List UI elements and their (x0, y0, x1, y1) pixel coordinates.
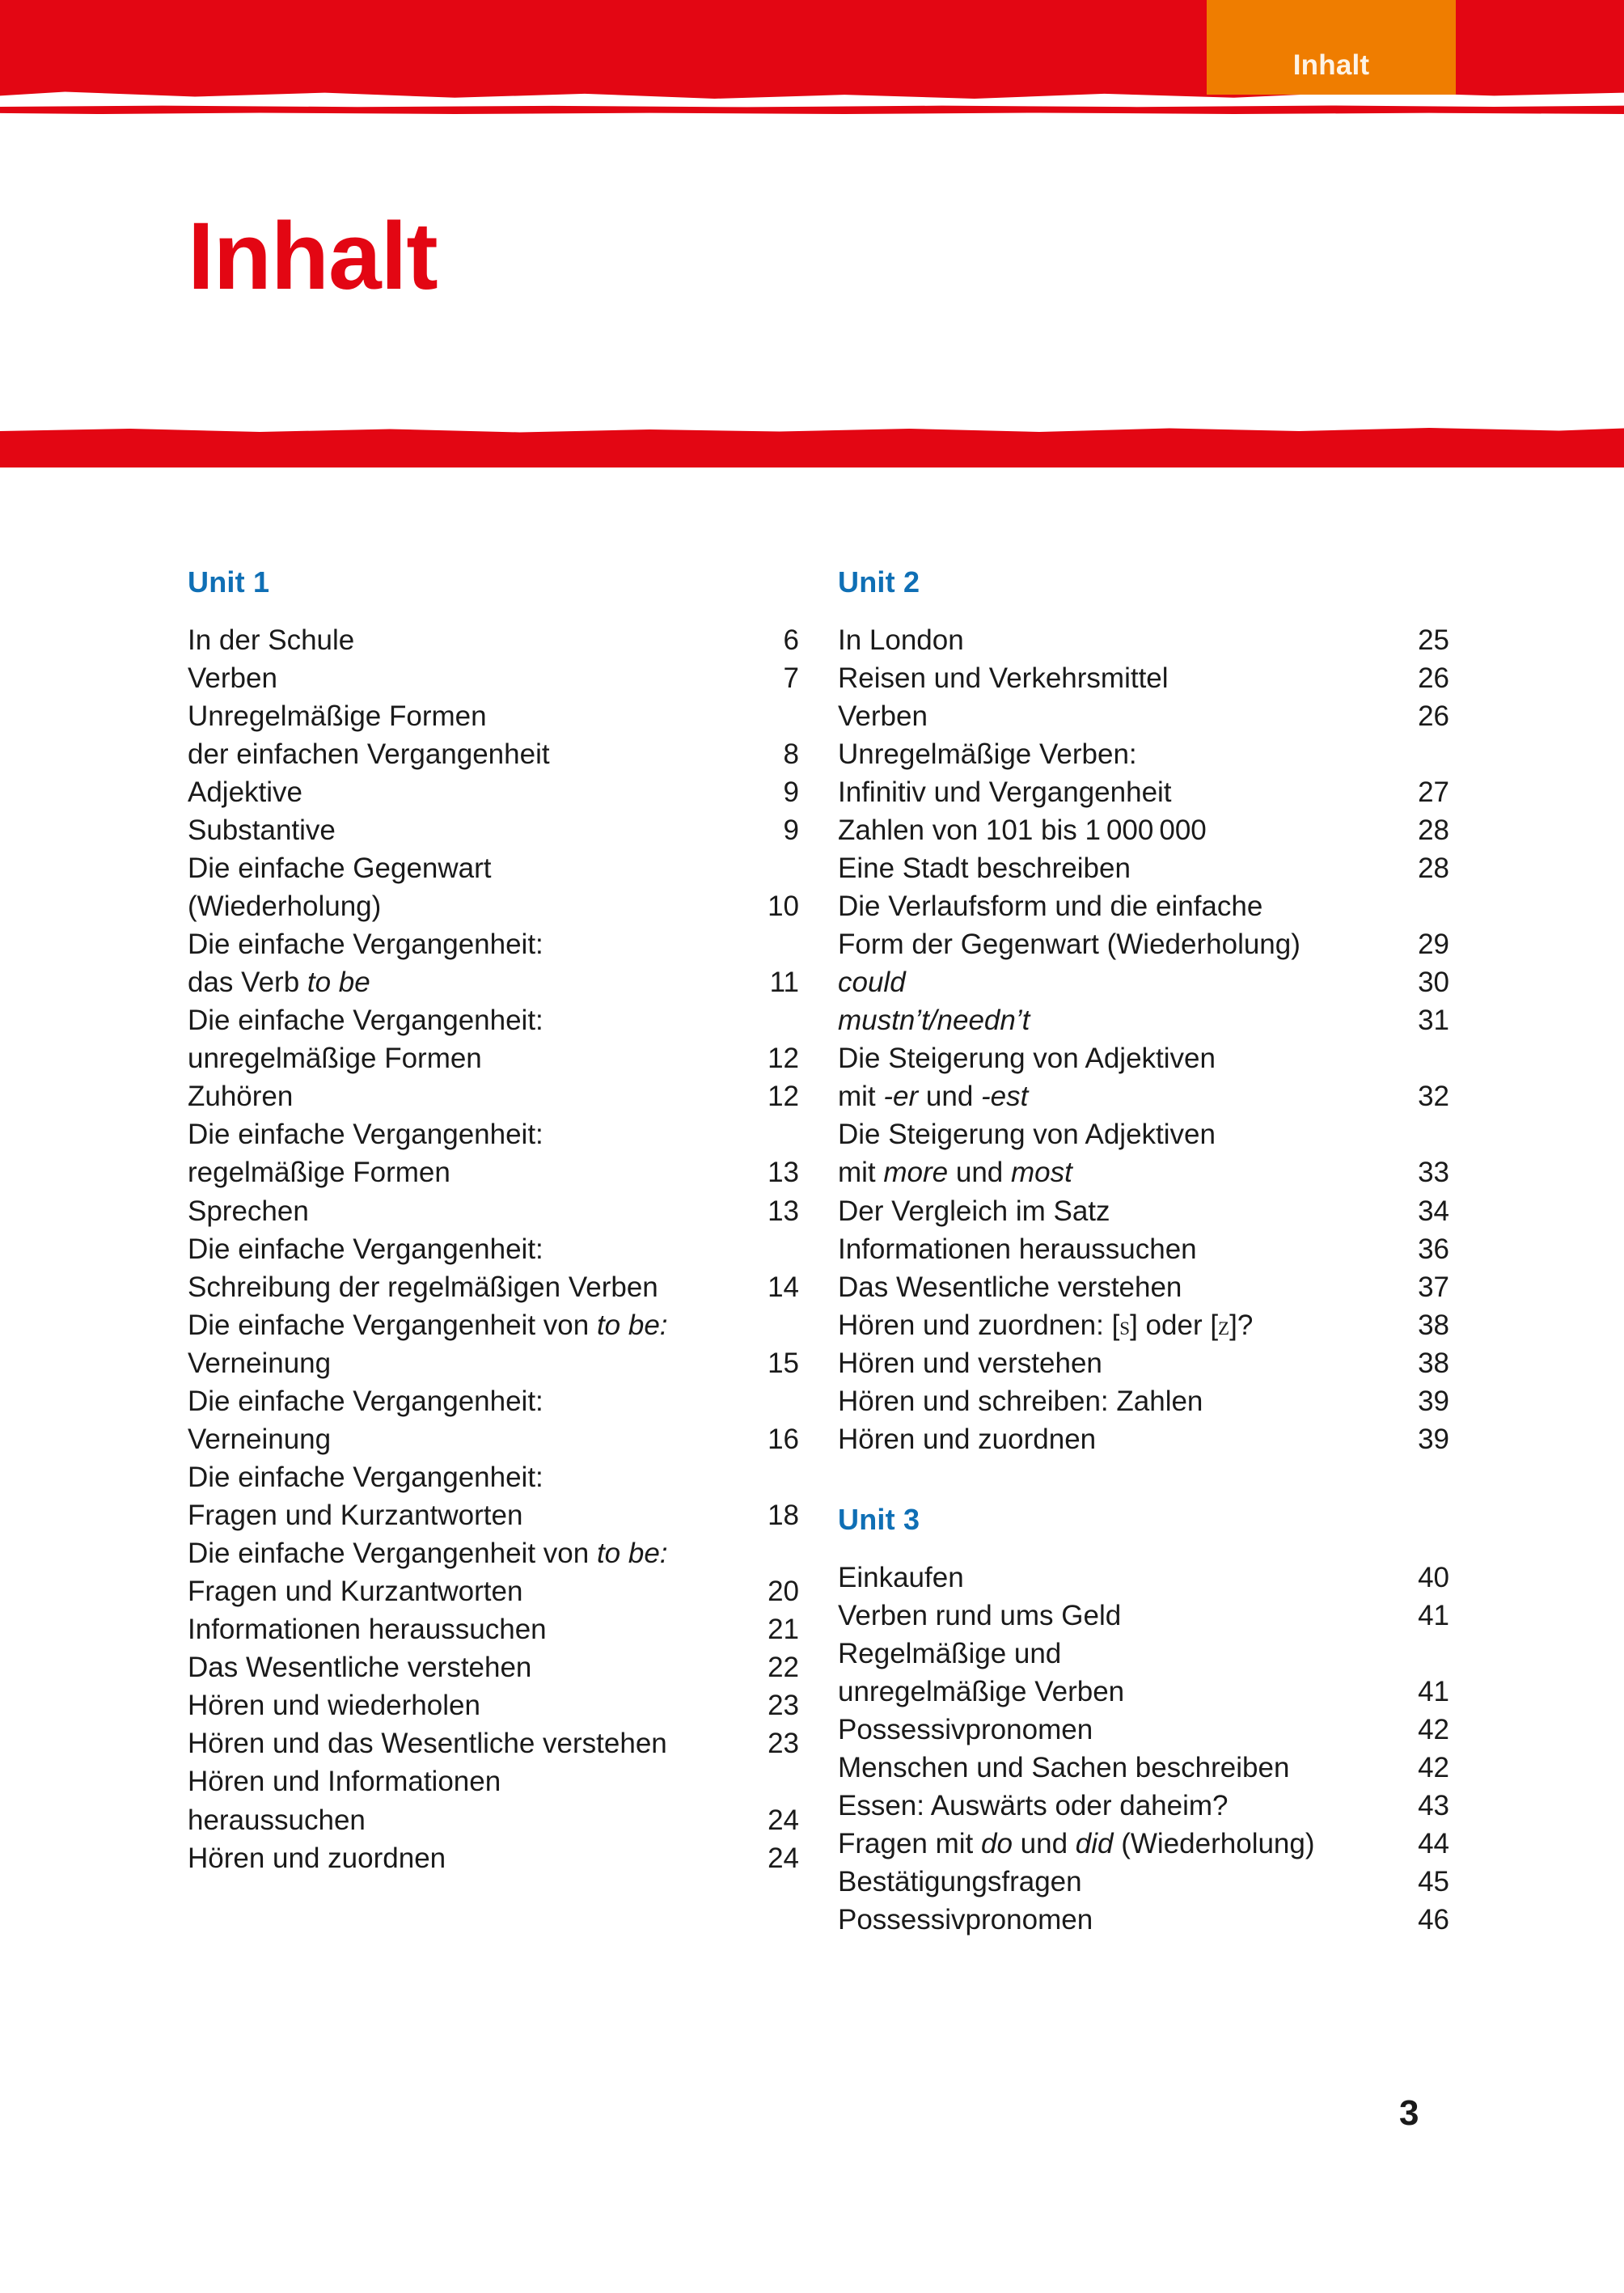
toc-entry-page-number: 16 (768, 1423, 799, 1455)
toc-entry[interactable] (188, 1230, 799, 1268)
toc-entry-page-number: 23 (768, 1690, 799, 1722)
toc-entry[interactable] (188, 1572, 799, 1610)
toc-entry[interactable] (838, 1597, 1449, 1635)
toc-entry[interactable] (188, 1382, 799, 1420)
toc-entry-label: Hören und verstehen (838, 1347, 1102, 1379)
toc-entry-label: Eine Stadt beschreiben (838, 852, 1131, 884)
toc-entry-label: Die Steigerung von Adjektiven (838, 1043, 1216, 1075)
toc-entry[interactable] (188, 963, 799, 1001)
toc-entry-page-number: 9 (783, 814, 799, 846)
toc-entry-page-number: 24 (768, 1804, 799, 1836)
toc-entry-label: Form der Gegenwart (Wiederholung) (838, 929, 1300, 961)
toc-entry-page-number: 36 (1418, 1233, 1449, 1265)
toc-entry-page-number: 39 (1418, 1423, 1449, 1455)
toc-entry-label: Hören und zuordnen: [s] oder [z]? (838, 1309, 1254, 1341)
toc-entry-page-number: 21 (768, 1614, 799, 1646)
toc-entry-list (838, 621, 1449, 1458)
toc-entry[interactable] (188, 1686, 799, 1724)
toc-entry[interactable] (838, 1673, 1449, 1711)
toc-entry[interactable] (188, 1115, 799, 1153)
toc-entry-label: Verneinung (188, 1347, 332, 1379)
toc-column-left (188, 566, 799, 1939)
toc-entry-label: unregelmäßige Verben (838, 1675, 1125, 1707)
toc-entry[interactable] (188, 773, 799, 811)
toc-entry[interactable] (188, 621, 799, 659)
toc-entry-label: Fragen und Kurzantworten (188, 1576, 523, 1608)
toc-entry-page-number: 33 (1418, 1157, 1449, 1189)
toc-entry[interactable] (188, 1192, 799, 1230)
toc-entry[interactable] (838, 1382, 1449, 1420)
toc-entry-page-number: 12 (768, 1081, 799, 1113)
toc-entry-page-number: 9 (783, 776, 799, 808)
toc-entry[interactable] (838, 697, 1449, 735)
toc-entry-label: Fragen und Kurzantworten (188, 1500, 523, 1532)
toc-entry[interactable] (188, 1039, 799, 1077)
toc-entry[interactable] (838, 1039, 1449, 1077)
toc-entry-page-number: 28 (1418, 852, 1449, 884)
toc-entry-label: Hören und zuordnen (838, 1423, 1097, 1455)
toc-entry-page-number: 42 (1418, 1713, 1449, 1745)
toc-entry-page-number: 37 (1418, 1271, 1449, 1303)
toc-entry[interactable] (188, 1496, 799, 1534)
toc-entry-label: Die Verlaufsform und die einfache (838, 891, 1263, 923)
toc-entry-page-number: 8 (783, 738, 799, 770)
page-number: 3 (1399, 2093, 1419, 2133)
toc-entry-label: Die einfache Vergangenheit: (188, 1461, 543, 1493)
toc-entry[interactable] (838, 1153, 1449, 1191)
toc-entry-label: Die Steigerung von Adjektiven (838, 1119, 1216, 1151)
toc-entry[interactable] (838, 1077, 1449, 1115)
unit-heading: Unit 2 (838, 565, 920, 599)
toc-entry-label: Schreibung der regelmäßigen Verben (188, 1271, 658, 1303)
toc-entry-page-number: 38 (1418, 1347, 1449, 1379)
toc-entry[interactable] (188, 887, 799, 925)
header-tab-label: Inhalt (1292, 49, 1370, 81)
toc-entry-label: Die einfache Vergangenheit von to be: (188, 1309, 668, 1341)
toc-entry-list (838, 1559, 1449, 1940)
table-of-contents (188, 566, 1449, 1939)
toc-entry-page-number: 46 (1418, 1904, 1449, 1936)
toc-entry-label: Das Wesentliche verstehen (838, 1271, 1182, 1303)
toc-entry-label: (Wiederholung) (188, 891, 382, 923)
toc-entry-page-number: 29 (1418, 929, 1449, 961)
toc-entry-label: Hören und schreiben: Zahlen (838, 1385, 1203, 1417)
toc-entry[interactable] (188, 1724, 799, 1762)
toc-entry[interactable] (188, 659, 799, 697)
toc-entry-label: Hören und Informationen (188, 1766, 501, 1798)
toc-entry-label: Die einfache Vergangenheit: (188, 1385, 543, 1417)
toc-entry-label: Hören und das Wesentliche verstehen (188, 1728, 667, 1760)
toc-entry-list (188, 621, 799, 1877)
toc-entry[interactable] (188, 925, 799, 963)
toc-entry-label: Infinitiv und Vergangenheit (838, 776, 1172, 808)
toc-entry[interactable] (188, 1801, 799, 1839)
toc-entry-page-number: 7 (783, 662, 799, 694)
header-section-tab (1207, 0, 1456, 95)
toc-entry[interactable] (838, 1192, 1449, 1230)
toc-entry[interactable] (838, 1711, 1449, 1749)
toc-entry[interactable] (838, 1825, 1449, 1863)
toc-entry[interactable] (838, 811, 1449, 849)
toc-entry[interactable] (188, 1344, 799, 1382)
toc-entry[interactable] (188, 1268, 799, 1306)
toc-entry[interactable] (188, 1610, 799, 1648)
toc-entry-page-number: 39 (1418, 1385, 1449, 1417)
toc-entry-page-number: 41 (1418, 1675, 1449, 1707)
toc-entry[interactable] (838, 1635, 1449, 1673)
toc-entry[interactable] (838, 1863, 1449, 1901)
toc-entry[interactable] (838, 1787, 1449, 1825)
toc-entry-label: Unregelmäßige Formen (188, 700, 487, 732)
toc-entry[interactable] (838, 1420, 1449, 1458)
toc-entry-label: Verneinung (188, 1423, 332, 1455)
toc-entry-label: Unregelmäßige Verben: (838, 738, 1137, 770)
toc-entry-label: mustn’t/needn’t (838, 1005, 1030, 1037)
toc-entry-page-number: 26 (1418, 700, 1449, 732)
toc-entry[interactable] (838, 1749, 1449, 1787)
toc-entry[interactable] (838, 659, 1449, 697)
toc-entry[interactable] (838, 1344, 1449, 1382)
toc-entry[interactable] (188, 1458, 799, 1496)
toc-entry[interactable] (838, 1230, 1449, 1268)
toc-entry[interactable] (188, 1839, 799, 1877)
toc-entry-page-number: 13 (768, 1157, 799, 1189)
toc-entry-label: Adjektive (188, 776, 303, 808)
toc-entry-label: Essen: Auswärts oder daheim? (838, 1789, 1229, 1821)
toc-entry[interactable] (188, 1534, 799, 1572)
toc-entry[interactable] (188, 735, 799, 773)
toc-entry-label: mit -er und -est (838, 1081, 1029, 1113)
toc-entry-page-number: 42 (1418, 1751, 1449, 1783)
toc-entry[interactable] (188, 1153, 799, 1191)
toc-entry-page-number: 18 (768, 1500, 799, 1532)
toc-entry-label: Der Vergleich im Satz (838, 1195, 1110, 1227)
toc-entry[interactable] (838, 621, 1449, 659)
toc-entry-page-number: 23 (768, 1728, 799, 1760)
toc-entry[interactable] (838, 963, 1449, 1001)
toc-entry[interactable] (838, 1901, 1449, 1939)
toc-entry-page-number: 20 (768, 1576, 799, 1608)
toc-entry-page-number: 25 (1418, 624, 1449, 656)
toc-entry-label: Sprechen (188, 1195, 309, 1227)
toc-entry-label: der einfachen Vergangenheit (188, 738, 550, 770)
toc-entry-label: Zuhören (188, 1081, 294, 1113)
toc-entry-label: Das Wesentliche verstehen (188, 1652, 532, 1684)
toc-entry-page-number: 32 (1418, 1081, 1449, 1113)
toc-entry-page-number: 24 (768, 1842, 799, 1874)
toc-entry-label: Zahlen von 101 bis 1 000 000 (838, 814, 1207, 846)
toc-entry[interactable] (188, 1077, 799, 1115)
toc-entry-label: mit more und most (838, 1157, 1072, 1189)
toc-entry-label: regelmäßige Formen (188, 1157, 450, 1189)
toc-entry-label: Die einfache Gegenwart (188, 852, 492, 884)
header-rule (0, 105, 1624, 114)
toc-entry-label: Menschen und Sachen beschreiben (838, 1751, 1290, 1783)
toc-entry[interactable] (188, 849, 799, 887)
toc-entry[interactable] (838, 1559, 1449, 1597)
toc-column-right (838, 566, 1449, 1939)
toc-entry-page-number: 14 (768, 1271, 799, 1303)
toc-entry-label: Die einfache Vergangenheit: (188, 929, 543, 961)
toc-entry[interactable] (838, 887, 1449, 925)
toc-entry[interactable] (838, 849, 1449, 887)
toc-entry-label: Informationen heraussuchen (188, 1614, 547, 1646)
toc-entry-label: Regelmäßige und (838, 1637, 1062, 1669)
toc-entry-label: Die einfache Vergangenheit von to be: (188, 1538, 668, 1570)
toc-entry-page-number: 30 (1418, 967, 1449, 999)
toc-entry-page-number: 6 (783, 624, 799, 656)
toc-entry-page-number: 12 (768, 1043, 799, 1075)
toc-entry-label: unregelmäßige Formen (188, 1043, 482, 1075)
toc-entry-label: Verben rund ums Geld (838, 1599, 1122, 1631)
toc-entry-page-number: 11 (769, 967, 799, 999)
toc-entry-label: Einkaufen (838, 1561, 964, 1593)
toc-entry-label: Fragen mit do und did (Wiederholung) (838, 1828, 1315, 1859)
toc-entry-page-number: 15 (768, 1347, 799, 1379)
toc-entry-label: Informationen heraussuchen (838, 1233, 1197, 1265)
toc-entry[interactable] (838, 1115, 1449, 1153)
toc-entry-label: Hören und wiederholen (188, 1690, 480, 1722)
toc-entry[interactable] (188, 1306, 799, 1344)
toc-entry[interactable] (188, 697, 799, 735)
toc-entry[interactable] (188, 1648, 799, 1686)
toc-entry-label: could (838, 967, 906, 999)
toc-entry-page-number: 38 (1418, 1309, 1449, 1341)
toc-entry-label: Substantive (188, 814, 336, 846)
toc-entry-page-number: 22 (768, 1652, 799, 1684)
toc-entry[interactable] (838, 1001, 1449, 1039)
toc-entry-label: Verben (188, 662, 277, 694)
toc-entry-page-number: 13 (768, 1195, 799, 1227)
toc-entry-page-number: 41 (1418, 1599, 1449, 1631)
toc-entry-label: Die einfache Vergangenheit: (188, 1005, 543, 1037)
toc-entry[interactable] (838, 1268, 1449, 1306)
unit-heading: Unit 3 (838, 1502, 920, 1536)
toc-entry-page-number: 44 (1418, 1828, 1449, 1859)
toc-entry-label: das Verb to be (188, 967, 370, 999)
toc-entry-page-number: 45 (1418, 1866, 1449, 1898)
toc-entry-label: Verben (838, 700, 928, 732)
toc-entry[interactable] (188, 1001, 799, 1039)
toc-entry-page-number: 28 (1418, 814, 1449, 846)
title-red-bar (0, 427, 1624, 467)
toc-entry-label: Possessivpronomen (838, 1713, 1093, 1745)
toc-entry[interactable] (188, 1762, 799, 1800)
toc-entry-page-number: 27 (1418, 776, 1449, 808)
toc-entry-label: In London (838, 624, 964, 656)
toc-entry-label: heraussuchen (188, 1804, 366, 1836)
toc-entry[interactable] (188, 811, 799, 849)
toc-entry-page-number: 43 (1418, 1789, 1449, 1821)
toc-entry-label: Bestätigungsfragen (838, 1866, 1082, 1898)
toc-entry-label: Die einfache Vergangenheit: (188, 1119, 543, 1151)
toc-entry[interactable] (838, 773, 1449, 811)
toc-entry-label: Hören und zuordnen (188, 1842, 446, 1874)
toc-entry-page-number: 34 (1418, 1195, 1449, 1227)
toc-entry-page-number: 31 (1418, 1005, 1449, 1037)
toc-entry-label: Reisen und Verkehrsmittel (838, 662, 1169, 694)
toc-entry-label: In der Schule (188, 624, 355, 656)
toc-entry-label: Die einfache Vergangenheit: (188, 1233, 543, 1265)
toc-entry-page-number: 10 (768, 891, 799, 923)
toc-entry[interactable] (838, 1306, 1449, 1344)
unit-heading: Unit 1 (188, 565, 270, 599)
toc-entry-label: Possessivpronomen (838, 1904, 1093, 1936)
toc-entry-page-number: 26 (1418, 662, 1449, 694)
toc-entry[interactable] (838, 735, 1449, 773)
page-title: Inhalt (188, 203, 438, 310)
toc-entry[interactable] (188, 1420, 799, 1458)
toc-entry[interactable] (838, 925, 1449, 963)
toc-entry-page-number: 40 (1418, 1561, 1449, 1593)
